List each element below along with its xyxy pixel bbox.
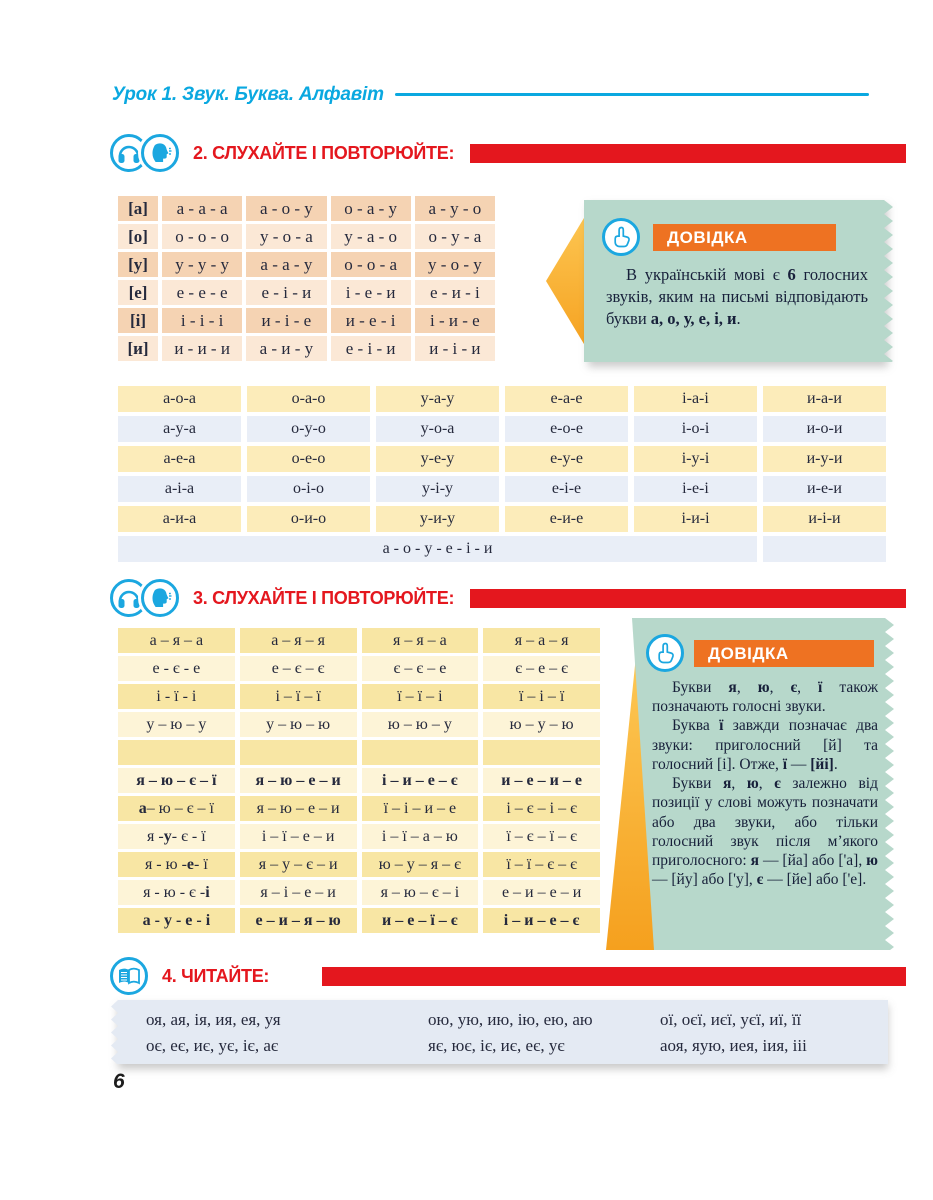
sound-label: [а] (118, 196, 158, 221)
table-cell: и - і - е (246, 308, 326, 333)
table-cell: е - є - е (118, 656, 235, 681)
table-cell: а-у-а (118, 416, 241, 442)
table-cell: є – є – е (362, 656, 479, 681)
table-cell: і-е-і (634, 476, 757, 502)
table-cell: і – и – е – є (362, 768, 479, 793)
sound-label: [е] (118, 280, 158, 305)
sound-label: [и] (118, 336, 158, 361)
table-cell: у-а-у (376, 386, 499, 412)
table-cell: я – ю – е – и (240, 796, 357, 821)
table-cell: и-і-и (763, 506, 886, 532)
reference-paragraph: Букви я, ю, є, ї також позначають голосні звуки. (652, 679, 879, 716)
table-cell: и-е-и (763, 476, 886, 502)
vowel-sounds-table (118, 196, 495, 361)
open-book-icon (110, 957, 148, 995)
header-rule (395, 93, 869, 96)
table-cell: ї – і – ї (483, 684, 600, 709)
table-cell: я – у – є – и (240, 852, 357, 877)
exercise-2-banner (110, 131, 910, 175)
table-footer-cell: а - о - у - е - і - и (118, 536, 757, 562)
table-cell: є – е – є (483, 656, 600, 681)
pointing-hand-icon (646, 634, 684, 672)
table-cell: і - е - и (331, 280, 411, 305)
reference-text (606, 264, 868, 329)
table-cell: я – а – я (483, 628, 600, 653)
sound-label: [о] (118, 224, 158, 249)
torn-edge (884, 200, 893, 362)
exercise-4-red-bar (322, 967, 906, 986)
table-cell: у - а - о (331, 224, 411, 249)
reference-title-bar (653, 224, 836, 251)
lesson-header (112, 84, 872, 108)
table-cell: а-і-а (118, 476, 241, 502)
table-cell: і – ї – ї (240, 684, 357, 709)
reference-paragraph: Букви я, ю, є залежно від позиції у слові можуть позначати або два звуки, або тільки голосний звук після м’якого приголосного: я — [йа] або ['а], ю — [йу] або ['у], є — [йе] або ['е]. (652, 775, 879, 889)
table-cell: я - ю - е - ї (118, 852, 235, 877)
table-cell (483, 740, 600, 765)
reference-title: ДОВІДКА (667, 227, 748, 247)
exercise-3-title: 3. СЛУХАЙТЕ І ПОВТОРЮЙТЕ: (193, 587, 455, 608)
table-cell: е-і-е (505, 476, 628, 502)
table-cell: о-а-о (247, 386, 370, 412)
reading-line: оє, еє, иє, ує, іє, ає (146, 1036, 279, 1056)
reference-box-1 (546, 200, 902, 362)
table-cell: и-о-и (763, 416, 886, 442)
table-cell: и - і - и (415, 336, 495, 361)
torn-edge (111, 1000, 118, 1064)
table-cell (118, 740, 235, 765)
exercise-2-icons (110, 134, 179, 172)
table-cell: а – я – а (118, 628, 235, 653)
vowel-combinations-table (118, 386, 886, 562)
table-cell: у - о - а (246, 224, 326, 249)
table-cell: а - а - а (162, 196, 242, 221)
table-cell: и - е - і (331, 308, 411, 333)
table-cell: е-у-е (505, 446, 628, 472)
table-cell: і – є – і – є (483, 796, 600, 821)
table-cell: о - о - о (162, 224, 242, 249)
table-cell: а - а - у (246, 252, 326, 277)
sound-label: [і] (118, 308, 158, 333)
reading-line: аоя, яую, иея, іия, ііі (660, 1036, 807, 1056)
exercise-3-banner (110, 576, 910, 620)
table-cell: і - ї - і (118, 684, 235, 709)
table-cell: е-а-е (505, 386, 628, 412)
table-cell: у-е-у (376, 446, 499, 472)
table-cell: и – е – ї – є (362, 908, 479, 933)
reading-column-1 (146, 1007, 281, 1060)
table-cell: і - и - е (415, 308, 495, 333)
table-cell: и-у-и (763, 446, 886, 472)
table-cell: о - у - а (415, 224, 495, 249)
table-cell: о-е-о (247, 446, 370, 472)
table-cell: и – е – и – е (483, 768, 600, 793)
table-cell: і – и – е – є (483, 908, 600, 933)
table-cell: а - и - у (246, 336, 326, 361)
table-cell: а-е-а (118, 446, 241, 472)
exercise-3-red-bar (470, 589, 906, 608)
reading-line: ою, ую, ию, ію, ею, аю (428, 1010, 593, 1029)
reference-title: ДОВІДКА (708, 643, 789, 663)
reading-column-2 (428, 1007, 593, 1060)
exercise-4-icons (110, 957, 148, 995)
table-cell: у-о-а (376, 416, 499, 442)
reference-title-bar (694, 640, 874, 667)
table-cell: е - и - і (415, 280, 495, 305)
table-cell: і-о-і (634, 416, 757, 442)
table-cell: о-у-о (247, 416, 370, 442)
page-number: 6 (113, 1070, 125, 1093)
table-cell: е - е - е (162, 280, 242, 305)
table-cell: і-и-і (634, 506, 757, 532)
speaking-head-icon (141, 579, 179, 617)
reading-line: яє, ює, іє, иє, еє, ує (428, 1036, 565, 1056)
torn-edge (885, 618, 894, 950)
table-cell: я – ю – є – і (362, 880, 479, 905)
table-cell: і – ї – е – и (240, 824, 357, 849)
exercise-4-title: 4. ЧИТАЙТЕ: (162, 965, 270, 986)
table-cell: я – і – е – и (240, 880, 357, 905)
table-cell: ю – у – ю (483, 712, 600, 737)
exercise-2-red-bar (470, 144, 906, 163)
table-cell: у - у - у (162, 252, 242, 277)
table-cell: о - а - у (331, 196, 411, 221)
exercise-2-title: 2. СЛУХАЙТЕ І ПОВТОРЮЙТЕ: (193, 142, 455, 163)
table-cell: о - о - а (331, 252, 411, 277)
table-cell: о-і-о (247, 476, 370, 502)
table-cell: у - о - у (415, 252, 495, 277)
table-cell: у – ю – у (118, 712, 235, 737)
reading-column-3 (660, 1007, 807, 1060)
table-cell: ї – і – и – е (362, 796, 479, 821)
table-cell: я – ю – е – и (240, 768, 357, 793)
table-cell: а - у - о (415, 196, 495, 221)
table-cell: я – я – а (362, 628, 479, 653)
table-cell: а - у - е - і (118, 908, 235, 933)
table-cell: у-і-у (376, 476, 499, 502)
table-cell (362, 740, 479, 765)
speaking-head-icon (141, 134, 179, 172)
table-cell: і - і - і (162, 308, 242, 333)
table-cell: ї – є – ї – є (483, 824, 600, 849)
table-cell: ї – ї – і (362, 684, 479, 709)
lesson-title: Урок 1. Звук. Буква. Алфавіт (112, 84, 384, 105)
table-cell: а - о - у (246, 196, 326, 221)
pointing-hand-icon (602, 218, 640, 256)
table-cell: и - и - и (162, 336, 242, 361)
table-cell: ю – у – я – є (362, 852, 479, 877)
table-cell: у – ю – ю (240, 712, 357, 737)
exercise-3-icons (110, 579, 179, 617)
table-cell: і-а-і (634, 386, 757, 412)
exercise-4-banner (110, 954, 910, 998)
reference-paragraph: Буква ї завжди позначає два звуки: приголосний [й] та голосний [і]. Отже, ї — [йі]. (652, 717, 878, 773)
table-cell: е – и – е – и (483, 880, 600, 905)
table-cell: я - у - є - ї (118, 824, 235, 849)
table-cell: е-и-е (505, 506, 628, 532)
table-cell: а – я – я (240, 628, 357, 653)
table-cell: е – и – я – ю (240, 908, 357, 933)
reading-line: ої, оєї, иєї, уєї, иї, її (660, 1010, 802, 1029)
table-cell: о-и-о (247, 506, 370, 532)
table-cell: і-у-і (634, 446, 757, 472)
table-cell (240, 740, 357, 765)
table-cell: я – ю – є – ї (118, 768, 235, 793)
table-cell: е - і - и (331, 336, 411, 361)
table-cell: а – ю – є – ї (118, 796, 235, 821)
sound-label: [у] (118, 252, 158, 277)
reference-paragraph: В українській мові є 6 голосних звуків, яким на письмі відповідають букви а, о, у, е, і, и. (606, 265, 868, 328)
table-cell (763, 536, 886, 562)
table-cell: ю – ю – у (362, 712, 479, 737)
table-cell: е - і - и (246, 280, 326, 305)
table-cell: а-и-а (118, 506, 241, 532)
table-cell: е-о-е (505, 416, 628, 442)
reading-exercise-box (118, 1000, 888, 1064)
iotated-vowels-table (118, 628, 600, 933)
table-cell: у-и-у (376, 506, 499, 532)
table-cell: е – є – є (240, 656, 357, 681)
table-cell: ї – ї – є – є (483, 852, 600, 877)
table-cell: я - ю - є - і (118, 880, 235, 905)
reference-text (652, 678, 878, 889)
table-cell: і – ї – а – ю (362, 824, 479, 849)
table-cell: а-о-а (118, 386, 241, 412)
reading-line: оя, ая, ія, ия, ея, уя (146, 1010, 281, 1029)
reference-box-2 (600, 618, 902, 950)
table-cell: и-а-и (763, 386, 886, 412)
